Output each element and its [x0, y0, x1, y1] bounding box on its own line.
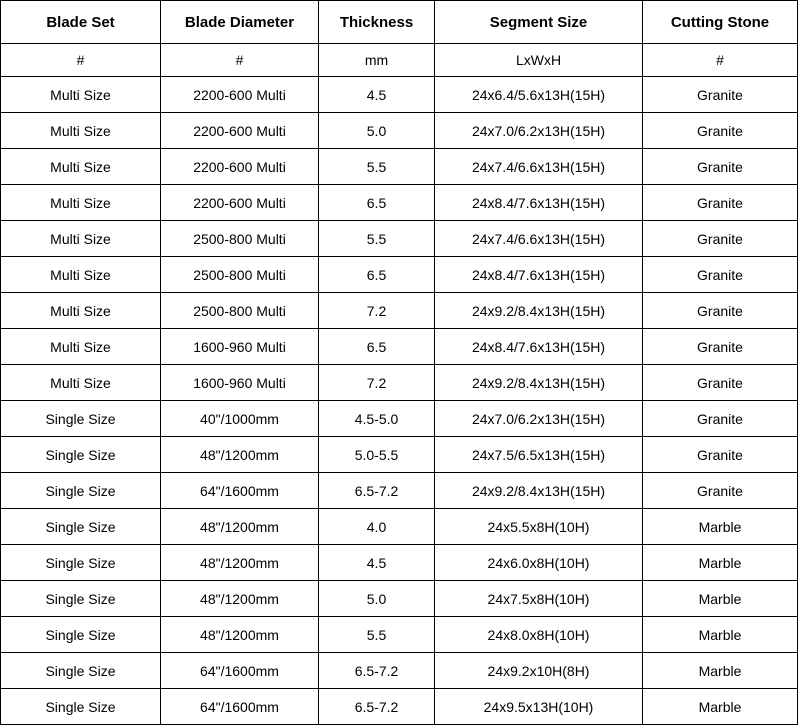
- cell-cutting-stone: Granite: [643, 401, 798, 437]
- cell-blade-diameter: 64"/1600mm: [161, 653, 319, 689]
- cell-segment-size: 24x9.2/8.4x13H(15H): [435, 365, 643, 401]
- unit-segment-size: LxWxH: [435, 44, 643, 77]
- cell-thickness: 5.5: [319, 617, 435, 653]
- table-row: [1, 113, 798, 149]
- cell-blade-set: Single Size: [1, 689, 161, 725]
- cell-cutting-stone: Granite: [643, 185, 798, 221]
- table-row: [1, 473, 798, 509]
- cell-blade-diameter: 2500-800 Multi: [161, 293, 319, 329]
- cell-blade-diameter: 1600-960 Multi: [161, 365, 319, 401]
- cell-blade-diameter: 2200-600 Multi: [161, 77, 319, 113]
- cell-blade-diameter: 2200-600 Multi: [161, 149, 319, 185]
- cell-blade-diameter: 48"/1200mm: [161, 581, 319, 617]
- cell-segment-size: 24x9.2x10H(8H): [435, 653, 643, 689]
- cell-blade-diameter: 2500-800 Multi: [161, 257, 319, 293]
- cell-cutting-stone: Granite: [643, 329, 798, 365]
- cell-segment-size: 24x7.0/6.2x13H(15H): [435, 401, 643, 437]
- cell-cutting-stone: Granite: [643, 257, 798, 293]
- cell-cutting-stone: Granite: [643, 149, 798, 185]
- cell-blade-diameter: 2200-600 Multi: [161, 185, 319, 221]
- table-row: [1, 437, 798, 473]
- table-row: [1, 545, 798, 581]
- cell-cutting-stone: Granite: [643, 221, 798, 257]
- cell-segment-size: 24x7.5x8H(10H): [435, 581, 643, 617]
- cell-thickness: 4.5: [319, 77, 435, 113]
- table-row: [1, 257, 798, 293]
- column-header-segment-size: Segment Size: [435, 1, 643, 44]
- cell-thickness: 6.5: [319, 257, 435, 293]
- cell-cutting-stone: Granite: [643, 365, 798, 401]
- unit-thickness: mm: [319, 44, 435, 77]
- cell-segment-size: 24x7.4/6.6x13H(15H): [435, 221, 643, 257]
- cell-blade-diameter: 48"/1200mm: [161, 545, 319, 581]
- cell-segment-size: 24x9.2/8.4x13H(15H): [435, 293, 643, 329]
- cell-blade-set: Multi Size: [1, 293, 161, 329]
- cell-segment-size: 24x7.4/6.6x13H(15H): [435, 149, 643, 185]
- cell-cutting-stone: Marble: [643, 617, 798, 653]
- cell-blade-set: Multi Size: [1, 365, 161, 401]
- cell-thickness: 5.0-5.5: [319, 437, 435, 473]
- cell-cutting-stone: Granite: [643, 437, 798, 473]
- cell-thickness: 4.5: [319, 545, 435, 581]
- cell-blade-set: Single Size: [1, 653, 161, 689]
- cell-thickness: 6.5: [319, 329, 435, 365]
- unit-blade-diameter: #: [161, 44, 319, 77]
- column-header-thickness: Thickness: [319, 1, 435, 44]
- cell-segment-size: 24x8.0x8H(10H): [435, 617, 643, 653]
- cell-thickness: 4.5-5.0: [319, 401, 435, 437]
- column-header-blade-set: Blade Set: [1, 1, 161, 44]
- cell-segment-size: 24x6.0x8H(10H): [435, 545, 643, 581]
- cell-cutting-stone: Marble: [643, 581, 798, 617]
- cell-cutting-stone: Granite: [643, 473, 798, 509]
- table-row: [1, 401, 798, 437]
- cell-segment-size: 24x9.2/8.4x13H(15H): [435, 473, 643, 509]
- cell-thickness: 6.5: [319, 185, 435, 221]
- cell-thickness: 5.0: [319, 113, 435, 149]
- table-body: [1, 44, 798, 725]
- cell-blade-set: Single Size: [1, 437, 161, 473]
- cell-thickness: 7.2: [319, 293, 435, 329]
- unit-blade-set: #: [1, 44, 161, 77]
- cell-cutting-stone: Marble: [643, 653, 798, 689]
- cell-segment-size: 24x6.4/5.6x13H(15H): [435, 77, 643, 113]
- cell-blade-diameter: 2200-600 Multi: [161, 113, 319, 149]
- cell-blade-set: Multi Size: [1, 221, 161, 257]
- cell-cutting-stone: Granite: [643, 77, 798, 113]
- cell-thickness: 7.2: [319, 365, 435, 401]
- cell-cutting-stone: Marble: [643, 689, 798, 725]
- cell-cutting-stone: Granite: [643, 293, 798, 329]
- cell-segment-size: 24x8.4/7.6x13H(15H): [435, 185, 643, 221]
- cell-segment-size: 24x7.0/6.2x13H(15H): [435, 113, 643, 149]
- cell-thickness: 6.5-7.2: [319, 689, 435, 725]
- table-row: [1, 185, 798, 221]
- cell-thickness: 4.0: [319, 509, 435, 545]
- table-row: [1, 293, 798, 329]
- cell-blade-diameter: 64"/1600mm: [161, 473, 319, 509]
- cell-cutting-stone: Granite: [643, 113, 798, 149]
- cell-blade-diameter: 2500-800 Multi: [161, 221, 319, 257]
- table-row: [1, 365, 798, 401]
- unit-cutting-stone: #: [643, 44, 798, 77]
- cell-thickness: 5.5: [319, 221, 435, 257]
- cell-blade-set: Single Size: [1, 617, 161, 653]
- cell-cutting-stone: Marble: [643, 545, 798, 581]
- table-row: [1, 149, 798, 185]
- cell-blade-set: Single Size: [1, 581, 161, 617]
- cell-blade-set: Single Size: [1, 473, 161, 509]
- table-row: [1, 221, 798, 257]
- cell-segment-size: 24x8.4/7.6x13H(15H): [435, 329, 643, 365]
- table-row: [1, 77, 798, 113]
- column-header-blade-diameter: Blade Diameter: [161, 1, 319, 44]
- table-row: [1, 653, 798, 689]
- table-row: [1, 581, 798, 617]
- cell-thickness: 6.5-7.2: [319, 473, 435, 509]
- cell-blade-diameter: 48"/1200mm: [161, 509, 319, 545]
- cell-segment-size: 24x5.5x8H(10H): [435, 509, 643, 545]
- units-row: [1, 44, 798, 77]
- table-row: [1, 509, 798, 545]
- cell-thickness: 5.5: [319, 149, 435, 185]
- table-row: [1, 689, 798, 725]
- cell-segment-size: 24x8.4/7.6x13H(15H): [435, 257, 643, 293]
- cell-cutting-stone: Marble: [643, 509, 798, 545]
- cell-blade-set: Multi Size: [1, 77, 161, 113]
- cell-segment-size: 24x9.5x13H(10H): [435, 689, 643, 725]
- cell-blade-set: Multi Size: [1, 185, 161, 221]
- cell-blade-diameter: 40"/1000mm: [161, 401, 319, 437]
- header-row: [1, 1, 798, 44]
- cell-blade-diameter: 48"/1200mm: [161, 617, 319, 653]
- cell-blade-set: Multi Size: [1, 257, 161, 293]
- cell-segment-size: 24x7.5/6.5x13H(15H): [435, 437, 643, 473]
- cell-blade-diameter: 1600-960 Multi: [161, 329, 319, 365]
- cell-blade-set: Single Size: [1, 509, 161, 545]
- cell-blade-diameter: 64"/1600mm: [161, 689, 319, 725]
- column-header-cutting-stone: Cutting Stone: [643, 1, 798, 44]
- cell-blade-diameter: 48"/1200mm: [161, 437, 319, 473]
- table-row: [1, 329, 798, 365]
- cell-blade-set: Multi Size: [1, 113, 161, 149]
- cell-blade-set: Single Size: [1, 545, 161, 581]
- cell-blade-set: Multi Size: [1, 329, 161, 365]
- cell-thickness: 6.5-7.2: [319, 653, 435, 689]
- cell-blade-set: Multi Size: [1, 149, 161, 185]
- table-row: [1, 617, 798, 653]
- cell-thickness: 5.0: [319, 581, 435, 617]
- cell-blade-set: Single Size: [1, 401, 161, 437]
- table-header: [1, 1, 798, 44]
